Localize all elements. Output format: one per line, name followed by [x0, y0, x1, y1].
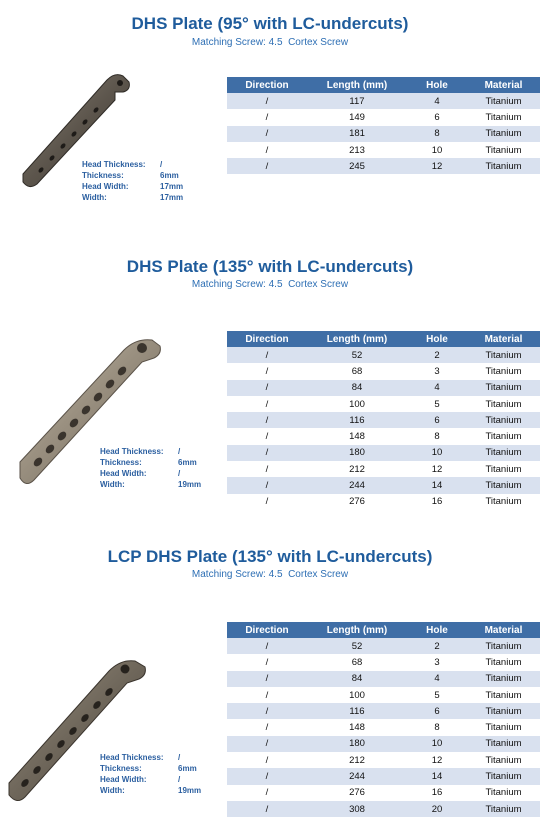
cell: 117 — [307, 93, 407, 109]
col-header-material: Material — [467, 331, 540, 347]
section-title: DHS Plate (135° with LC-undercuts) — [126, 257, 414, 276]
col-header-hole: Hole — [407, 77, 467, 93]
cell: Titanium — [467, 736, 540, 752]
cell: 14 — [407, 477, 467, 493]
table-row — [227, 752, 540, 768]
table-row — [227, 380, 540, 396]
table-row — [227, 445, 540, 461]
cell: / — [227, 396, 307, 412]
spec-row — [100, 774, 201, 785]
cell: Titanium — [467, 158, 540, 174]
col-header-material: Material — [467, 77, 540, 93]
cell: 6 — [407, 412, 467, 428]
cell: 244 — [307, 768, 407, 784]
spec-label: Width: — [100, 480, 125, 489]
cell: 84 — [307, 380, 407, 396]
spec-value: / — [178, 469, 181, 478]
cell: 8 — [407, 719, 467, 735]
spec-row — [82, 181, 183, 192]
table-row — [227, 703, 540, 719]
cell: / — [227, 671, 307, 687]
cell: 6 — [407, 703, 467, 719]
subtitle-prefix: Matching Screw: 4.5 — [191, 37, 283, 48]
cell: 20 — [407, 801, 467, 817]
section-subtitle — [0, 279, 540, 291]
cell: 16 — [407, 785, 467, 801]
cell: 181 — [307, 126, 407, 142]
col-header-length: Length (mm) — [307, 622, 407, 638]
spec-row — [82, 170, 183, 181]
spec-value: 17mm — [160, 182, 184, 191]
cell: Titanium — [467, 477, 540, 493]
cell: / — [227, 638, 307, 654]
table-row — [227, 494, 540, 510]
cell: 308 — [307, 801, 407, 817]
cell: 245 — [307, 158, 407, 174]
table-row — [227, 461, 540, 477]
cell: 5 — [407, 396, 467, 412]
spec-value: 19mm — [178, 480, 202, 489]
cell: Titanium — [467, 142, 540, 158]
cell: / — [227, 142, 307, 158]
cell: Titanium — [467, 461, 540, 477]
cell: Titanium — [467, 654, 540, 670]
cell: Titanium — [467, 752, 540, 768]
table-row — [227, 363, 540, 379]
spec-value: / — [178, 775, 181, 784]
table-row — [227, 654, 540, 670]
specs-block — [100, 446, 201, 490]
cell: 10 — [407, 445, 467, 461]
cell: 2 — [407, 347, 467, 363]
cell: 100 — [307, 687, 407, 703]
cell: Titanium — [467, 703, 540, 719]
spec-value: / — [178, 447, 181, 456]
cell: Titanium — [467, 445, 540, 461]
spec-row — [100, 479, 201, 490]
cell: / — [227, 719, 307, 735]
cell: / — [227, 93, 307, 109]
cell: 52 — [307, 638, 407, 654]
cell: Titanium — [467, 768, 540, 784]
spec-label: Head Width: — [100, 469, 147, 478]
cell: Titanium — [467, 428, 540, 444]
cell: / — [227, 494, 307, 510]
spec-table — [227, 331, 540, 510]
spec-label: Head Width: — [82, 182, 129, 191]
table-row — [227, 126, 540, 142]
spec-value: 6mm — [178, 764, 197, 773]
cell: 116 — [307, 703, 407, 719]
cell: Titanium — [467, 719, 540, 735]
cell: / — [227, 736, 307, 752]
table-header-row — [227, 331, 540, 347]
cell: / — [227, 477, 307, 493]
cell: 4 — [407, 380, 467, 396]
cell: / — [227, 109, 307, 125]
cell: / — [227, 785, 307, 801]
spec-row — [100, 763, 201, 774]
table-row — [227, 477, 540, 493]
cell: 3 — [407, 363, 467, 379]
spec-row — [82, 159, 183, 170]
cell: 8 — [407, 126, 467, 142]
cell: 52 — [307, 347, 407, 363]
cell: 276 — [307, 494, 407, 510]
section-title: LCP DHS Plate (135° with LC-undercuts) — [107, 547, 433, 566]
col-header-length: Length (mm) — [307, 331, 407, 347]
cell: 6 — [407, 109, 467, 125]
table-row — [227, 671, 540, 687]
specs-block — [82, 159, 183, 203]
subtitle-suffix: Cortex Screw — [288, 37, 349, 48]
section-subtitle — [0, 569, 540, 581]
specs-block — [100, 752, 201, 796]
spec-label: Head Thickness: — [100, 753, 164, 762]
cell: 8 — [407, 428, 467, 444]
subtitle-suffix: Cortex Screw — [288, 279, 349, 290]
cell: / — [227, 363, 307, 379]
cell: 212 — [307, 752, 407, 768]
cell: Titanium — [467, 396, 540, 412]
cell: Titanium — [467, 363, 540, 379]
table-row — [227, 801, 540, 817]
cell: / — [227, 445, 307, 461]
table-row — [227, 719, 540, 735]
subtitle-suffix: Cortex Screw — [288, 569, 349, 580]
spec-row — [100, 446, 201, 457]
cell: 10 — [407, 736, 467, 752]
col-header-material: Material — [467, 622, 540, 638]
spec-label: Thickness: — [100, 764, 142, 773]
col-header-hole: Hole — [407, 331, 467, 347]
section-subtitle — [0, 37, 540, 49]
table-header-row — [227, 622, 540, 638]
cell: 12 — [407, 461, 467, 477]
spec-label: Thickness: — [100, 458, 142, 467]
subtitle-prefix: Matching Screw: 4.5 — [191, 279, 283, 290]
table-row — [227, 768, 540, 784]
spec-value: 19mm — [178, 786, 202, 795]
cell: / — [227, 461, 307, 477]
cell: / — [227, 801, 307, 817]
cell: Titanium — [467, 109, 540, 125]
cell: 12 — [407, 158, 467, 174]
table-row — [227, 93, 540, 109]
spec-row — [100, 785, 201, 796]
spec-row — [82, 192, 183, 203]
spec-value: / — [160, 160, 163, 169]
cell: 10 — [407, 142, 467, 158]
cell: / — [227, 752, 307, 768]
table-row — [227, 109, 540, 125]
cell: 14 — [407, 768, 467, 784]
cell: 3 — [407, 654, 467, 670]
table-row — [227, 736, 540, 752]
cell: 148 — [307, 428, 407, 444]
cell: Titanium — [467, 380, 540, 396]
cell: 148 — [307, 719, 407, 735]
spec-label: Thickness: — [82, 171, 124, 180]
table-row — [227, 638, 540, 654]
cell: Titanium — [467, 347, 540, 363]
cell: Titanium — [467, 126, 540, 142]
cell: 68 — [307, 654, 407, 670]
cell: 149 — [307, 109, 407, 125]
table-row — [227, 142, 540, 158]
cell: / — [227, 347, 307, 363]
cell: Titanium — [467, 671, 540, 687]
cell: 100 — [307, 396, 407, 412]
cell: Titanium — [467, 801, 540, 817]
spec-label: Head Thickness: — [82, 160, 146, 169]
cell: Titanium — [467, 638, 540, 654]
spec-value: 6mm — [178, 458, 197, 467]
col-header-hole: Hole — [407, 622, 467, 638]
table-row — [227, 428, 540, 444]
cell: 213 — [307, 142, 407, 158]
col-header-length: Length (mm) — [307, 77, 407, 93]
spec-row — [100, 468, 201, 479]
cell: Titanium — [467, 785, 540, 801]
table-row — [227, 785, 540, 801]
subtitle-prefix: Matching Screw: 4.5 — [191, 569, 283, 580]
spec-label: Head Thickness: — [100, 447, 164, 456]
col-header-direction: Direction — [227, 77, 307, 93]
spec-label: Width: — [82, 193, 107, 202]
cell: 276 — [307, 785, 407, 801]
spec-value: 17mm — [160, 193, 184, 202]
cell: / — [227, 412, 307, 428]
cell: 16 — [407, 494, 467, 510]
cell: Titanium — [467, 687, 540, 703]
cell: / — [227, 654, 307, 670]
cell: 4 — [407, 93, 467, 109]
cell: / — [227, 158, 307, 174]
cell: / — [227, 687, 307, 703]
cell: 180 — [307, 736, 407, 752]
spec-table — [227, 77, 540, 174]
table-row — [227, 158, 540, 174]
cell: 212 — [307, 461, 407, 477]
table-header-row — [227, 77, 540, 93]
cell: 84 — [307, 671, 407, 687]
cell: 5 — [407, 687, 467, 703]
cell: / — [227, 380, 307, 396]
table-row — [227, 347, 540, 363]
cell: 244 — [307, 477, 407, 493]
spec-label: Width: — [100, 786, 125, 795]
table-row — [227, 396, 540, 412]
spec-table — [227, 622, 540, 817]
col-header-direction: Direction — [227, 622, 307, 638]
cell: / — [227, 428, 307, 444]
table-row — [227, 687, 540, 703]
spec-value: / — [178, 753, 181, 762]
cell: 180 — [307, 445, 407, 461]
spec-label: Head Width: — [100, 775, 147, 784]
spec-row — [100, 457, 201, 468]
col-header-direction: Direction — [227, 331, 307, 347]
cell: 2 — [407, 638, 467, 654]
cell: Titanium — [467, 494, 540, 510]
spec-value: 6mm — [160, 171, 179, 180]
cell: / — [227, 768, 307, 784]
cell: 12 — [407, 752, 467, 768]
cell: / — [227, 703, 307, 719]
cell: 68 — [307, 363, 407, 379]
cell: Titanium — [467, 412, 540, 428]
spec-row — [100, 752, 201, 763]
table-row — [227, 412, 540, 428]
cell: Titanium — [467, 93, 540, 109]
cell: 4 — [407, 671, 467, 687]
cell: 116 — [307, 412, 407, 428]
cell: / — [227, 126, 307, 142]
section-title: DHS Plate (95° with LC-undercuts) — [131, 14, 409, 33]
